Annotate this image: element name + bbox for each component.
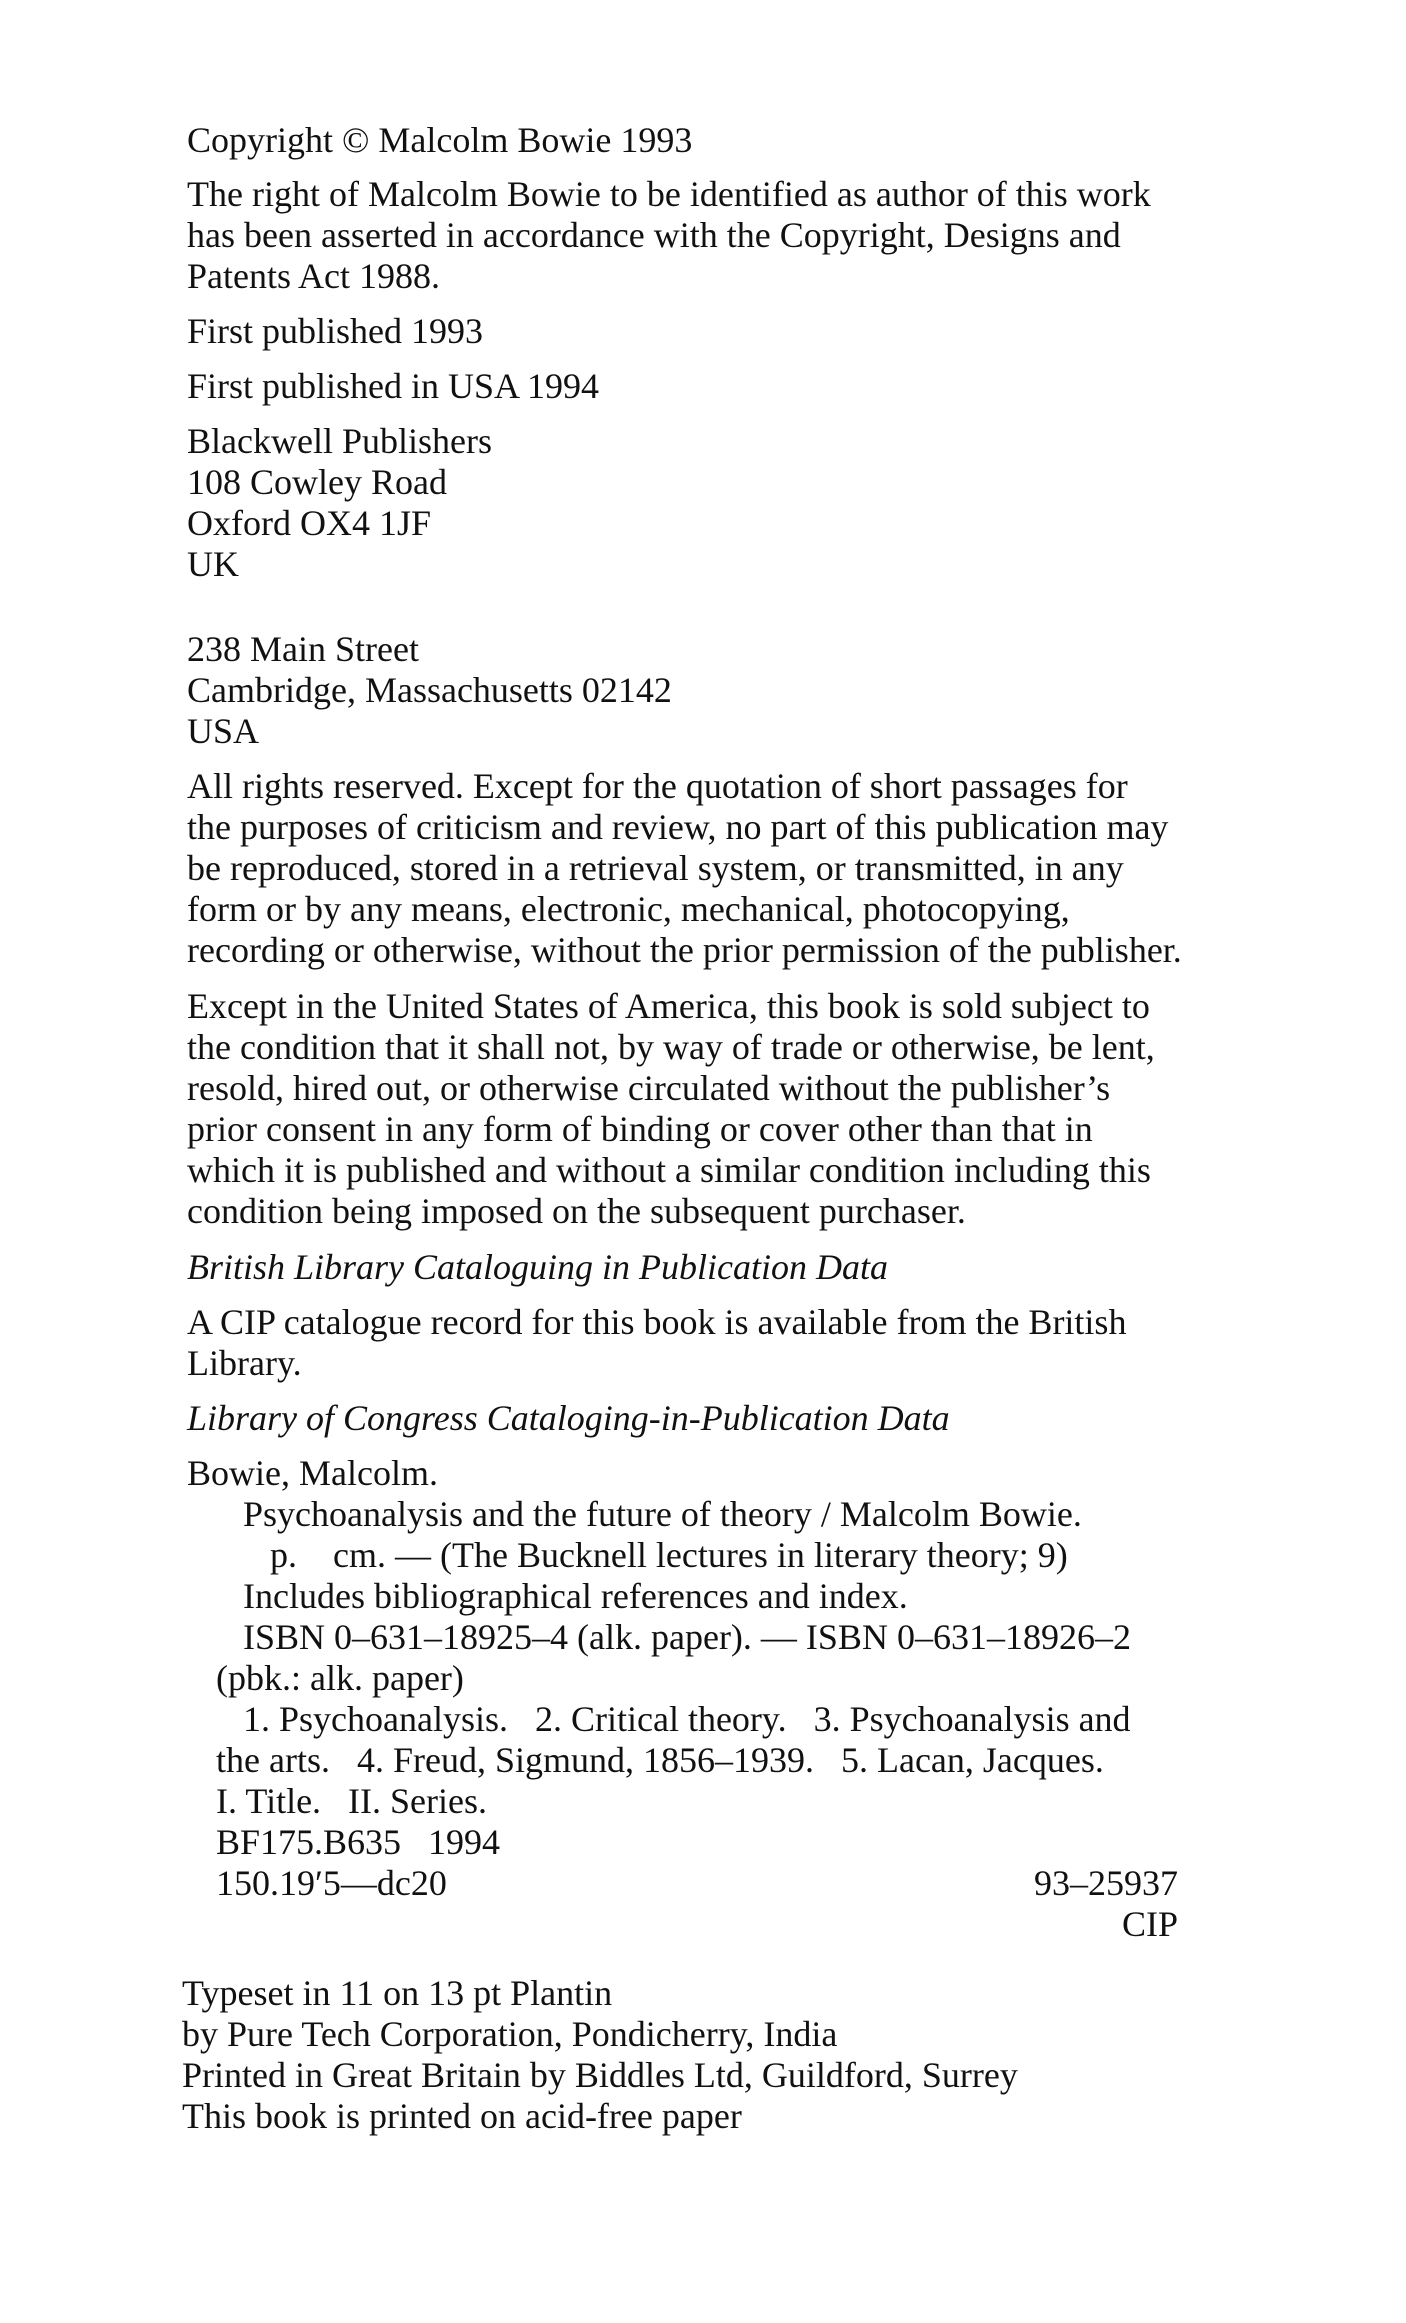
loc-classification: BF175.B635 1994	[216, 1822, 501, 1862]
bl-heading: British Library Cataloguing in Publication Data	[187, 1247, 889, 1287]
loc-subjects: the arts. 4. Freud, Sigmund, 1856–1939. 5. Lacan, Jacques.	[216, 1740, 1104, 1780]
rights-reserved-line: All rights reserved. Except for the quotation of short passages for	[187, 766, 1128, 806]
rights-reserved-line: recording or otherwise, without the prior permission of the publisher.	[187, 930, 1182, 970]
sale-condition-line: resold, hired out, or otherwise circulated without the publisher’s	[187, 1068, 1111, 1108]
production-line: by Pure Tech Corporation, Pondicherry, India	[182, 2014, 838, 2054]
sale-condition-line: Except in the United States of America, this book is sold subject to	[187, 986, 1150, 1026]
production-line: Typeset in 11 on 13 pt Plantin	[182, 1973, 613, 2013]
publisher-uk-line: 108 Cowley Road	[187, 462, 447, 502]
loc-isbn: (pbk.: alk. paper)	[216, 1658, 464, 1698]
first-published-usa: First published in USA 1994	[187, 366, 600, 406]
loc-isbn: ISBN 0–631–18925–4 (alk. paper). — ISBN 0–631–18926–2	[243, 1617, 1131, 1657]
sale-condition-line: the condition that it shall not, by way of trade or otherwise, be lent,	[187, 1027, 1155, 1067]
loc-title: Psychoanalysis and the future of theory / Malcolm Bowie.	[243, 1494, 1082, 1534]
sale-condition-line: condition being imposed on the subsequent purchaser.	[187, 1191, 966, 1231]
moral-rights-line: Patents Act 1988.	[187, 256, 440, 296]
publisher-usa-line: 238 Main Street	[187, 629, 419, 669]
sale-condition-line: which it is published and without a similar condition including this	[187, 1150, 1151, 1190]
publisher-uk-line: Oxford OX4 1JF	[187, 503, 432, 543]
loc-lccn: 93–25937	[1034, 1863, 1178, 1903]
first-published: First published 1993	[187, 311, 484, 351]
publisher-usa-line: Cambridge, Massachusetts 02142	[187, 670, 672, 710]
production-line: This book is printed on acid-free paper	[182, 2096, 742, 2136]
loc-classification: 150.19′5—dc20	[216, 1863, 447, 1903]
loc-author: Bowie, Malcolm.	[187, 1453, 438, 1493]
loc-heading: Library of Congress Cataloging-in-Publication Data	[187, 1398, 950, 1438]
publisher-uk-line: Blackwell Publishers	[187, 421, 492, 461]
publisher-usa-line: USA	[187, 711, 260, 751]
sale-condition-line: prior consent in any form of binding or cover other than that in	[187, 1109, 1093, 1149]
loc-includes: Includes bibliographical references and index.	[243, 1576, 908, 1616]
bl-text-line: Library.	[187, 1343, 302, 1383]
moral-rights-line: The right of Malcolm Bowie to be identified as author of this work	[187, 174, 1151, 214]
loc-cip: CIP	[1121, 1904, 1178, 1944]
copyright-line: Copyright © Malcolm Bowie 1993	[187, 120, 693, 160]
loc-pages: p. cm. — (The Bucknell lectures in literary theory; 9)	[270, 1535, 1068, 1575]
loc-subjects: I. Title. II. Series.	[216, 1781, 488, 1821]
publisher-uk-line: UK	[187, 544, 239, 584]
rights-reserved-line: the purposes of criticism and review, no part of this publication may	[187, 807, 1169, 847]
bl-text-line: A CIP catalogue record for this book is available from the British	[187, 1302, 1127, 1342]
rights-reserved-line: be reproduced, stored in a retrieval system, or transmitted, in any	[187, 848, 1124, 888]
moral-rights-line: has been asserted in accordance with the Copyright, Designs and	[187, 215, 1121, 255]
production-line: Printed in Great Britain by Biddles Ltd, Guildford, Surrey	[182, 2055, 1018, 2095]
rights-reserved-line: form or by any means, electronic, mechanical, photocopying,	[187, 889, 1070, 929]
loc-subjects: 1. Psychoanalysis. 2. Critical theory. 3. Psychoanalysis and	[243, 1699, 1131, 1739]
